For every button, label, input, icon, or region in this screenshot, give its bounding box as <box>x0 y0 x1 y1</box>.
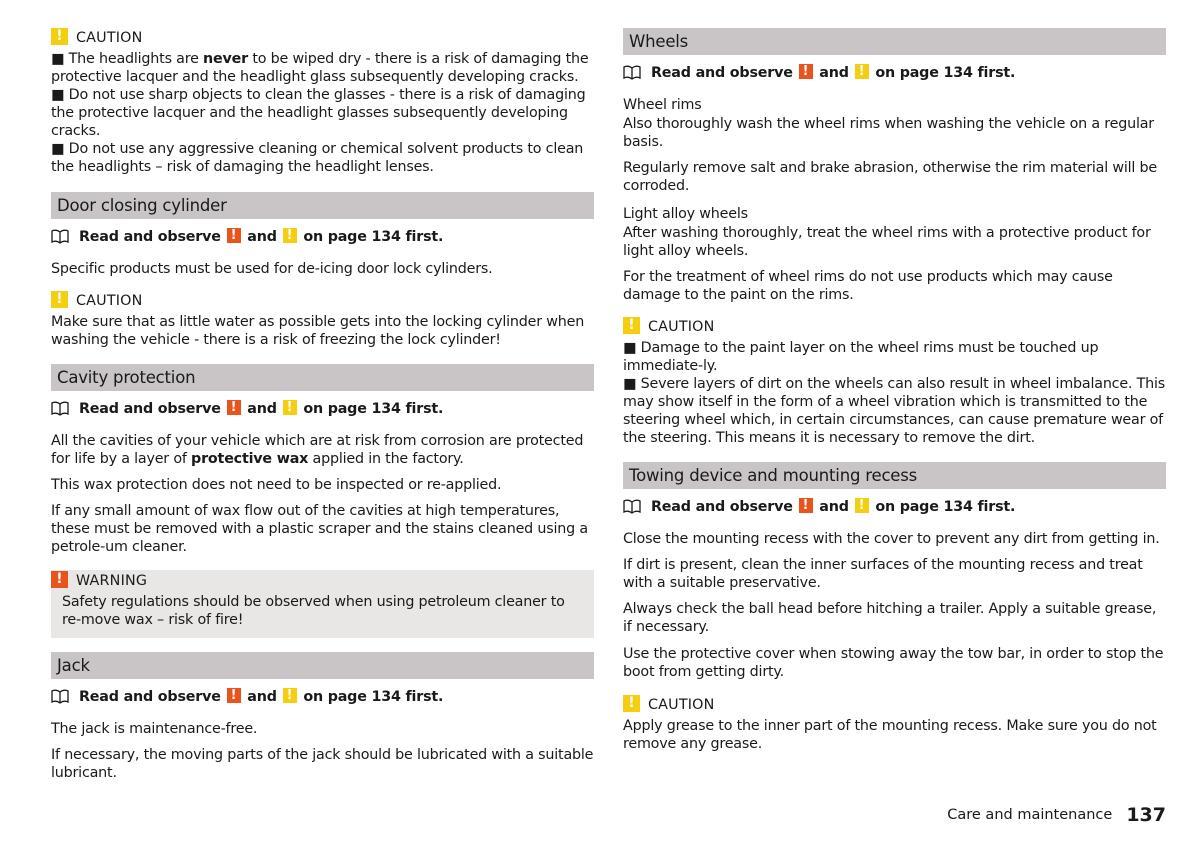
cross-reference: Read and observe ! and ! on page 134 first. <box>51 400 594 421</box>
warning-text: Safety regulations should be observed when using petroleum cleaner to re-move wax – risk of fire! <box>62 594 565 628</box>
paragraph: Use the protective cover when stowing away the tow bar, in order to stop the boot from getting dirty. <box>623 646 1164 680</box>
book-icon <box>51 689 69 709</box>
exclamation-red-icon <box>799 64 813 79</box>
paragraph: This wax protection does not need to be inspected or re-applied. <box>51 477 502 493</box>
paragraph: Always check the ball head before hitching a trailer. Apply a suitable grease, if necessary. <box>623 601 1157 635</box>
cross-reference: Read and observe ! and ! on page 134 first. <box>623 64 1166 85</box>
book-icon <box>51 401 69 421</box>
section-heading-towing-device: Towing device and mounting recess <box>623 462 1166 489</box>
paragraph: All the cavities of your vehicle which are at risk from corrosion are protected for life by a layer of protective wax applied in the factory. <box>51 433 584 467</box>
paragraph: After washing thoroughly, treat the wheel rims with a protective product for light alloy wheels. <box>623 225 1151 259</box>
paragraph: If dirt is present, clean the inner surfaces of the mounting recess and treat with a suitable preservative. <box>623 557 1143 591</box>
exclamation-red-icon <box>799 498 813 513</box>
caution-header: !CAUTION <box>51 28 594 47</box>
exclamation-yellow-icon <box>283 228 297 243</box>
caution-text: Apply grease to the inner part of the mounting recess. Make sure you do not remove any grease. <box>623 718 1157 752</box>
warning-box <box>51 570 594 638</box>
cross-reference: Read and observe ! and ! on page 134 first. <box>51 688 594 709</box>
warning-header: !WARNING <box>51 571 147 590</box>
paragraph: The jack is maintenance-free. <box>51 721 258 737</box>
subheading-light-alloy-wheels: Light alloy wheels <box>623 206 748 222</box>
paragraph: If necessary, the moving parts of the jack should be lubricated with a suitable lubricant. <box>51 747 594 781</box>
section-heading-jack: Jack <box>51 652 594 679</box>
caution-header: !CAUTION <box>51 291 594 310</box>
caution-bullet: ■ Do not use any aggressive cleaning or chemical solvent products to clean the headlights – risk of damaging the headlight lenses. <box>51 141 584 175</box>
footer-section-title: Care and maintenance <box>947 807 1113 823</box>
paragraph: For the treatment of wheel rims do not use products which may cause damage to the paint on the rims. <box>623 269 1113 303</box>
paragraph: Also thoroughly wash the wheel rims when washing the vehicle on a regular basis. <box>623 116 1154 150</box>
page-number: 137 <box>1126 804 1166 826</box>
caution-bullet: ■ Severe layers of dirt on the wheels can also result in wheel imbalance. This may show itself in the form of a wheel vibration which is transmitted to the steering wheel which, in certain circumstances, can cause premature wear of the steering. This means it is necessary to remove the dirt. <box>623 376 1166 446</box>
exclamation-yellow-icon <box>855 498 869 513</box>
exclamation-red-icon <box>227 400 241 415</box>
exclamation-yellow-icon <box>51 28 68 45</box>
subheading-wheel-rims: Wheel rims <box>623 97 702 113</box>
exclamation-yellow-icon <box>283 400 297 415</box>
exclamation-yellow-icon <box>51 291 68 308</box>
page-footer <box>947 804 1166 826</box>
paragraph: Specific products must be used for de-icing door lock cylinders. <box>51 261 493 277</box>
book-icon <box>51 229 69 249</box>
exclamation-yellow-icon <box>623 695 640 712</box>
caution-header: !CAUTION <box>623 317 1166 336</box>
exclamation-yellow-icon <box>623 317 640 334</box>
exclamation-red-icon <box>227 228 241 243</box>
caution-text: Make sure that as little water as possible gets into the locking cylinder when washing the vehicle - there is a risk of freezing the lock cylinder! <box>51 314 585 348</box>
caution-bullet: ■ Do not use sharp objects to clean the glasses - there is a risk of damaging the protective lacquer and the headlight glasses subsequently developing cracks. <box>51 87 586 139</box>
exclamation-yellow-icon <box>855 64 869 79</box>
paragraph: Close the mounting recess with the cover to prevent any dirt from getting in. <box>623 531 1160 547</box>
exclamation-red-icon <box>51 571 68 588</box>
section-heading-wheels: Wheels <box>623 28 1166 55</box>
caution-bullet: ■ The headlights are never to be wiped dry - there is a risk of damaging the protective lacquer and the headlight glass subsequently developing cracks. <box>51 51 589 85</box>
caution-text <box>623 339 1166 447</box>
paragraph: If any small amount of wax flow out of the cavities at high temperatures, these must be removed with a plastic scraper and the stains cleaned using a petrole-um cleaner. <box>51 503 588 555</box>
caution-bullet: ■ Damage to the paint layer on the wheel rims must be touched up immediate-ly. <box>623 340 1099 374</box>
cross-reference: Read and observe ! and ! on page 134 first. <box>51 228 594 249</box>
section-heading-cavity-protection: Cavity protection <box>51 364 594 391</box>
section-heading-door-closing-cylinder: Door closing cylinder <box>51 192 594 219</box>
exclamation-red-icon <box>227 688 241 703</box>
book-icon <box>623 65 641 85</box>
book-icon <box>623 499 641 519</box>
paragraph: Regularly remove salt and brake abrasion, otherwise the rim material will be corroded. <box>623 160 1157 194</box>
cross-reference: Read and observe ! and ! on page 134 first. <box>623 498 1166 519</box>
caution-header: !CAUTION <box>623 695 1166 714</box>
caution-text <box>51 50 594 176</box>
exclamation-yellow-icon <box>283 688 297 703</box>
